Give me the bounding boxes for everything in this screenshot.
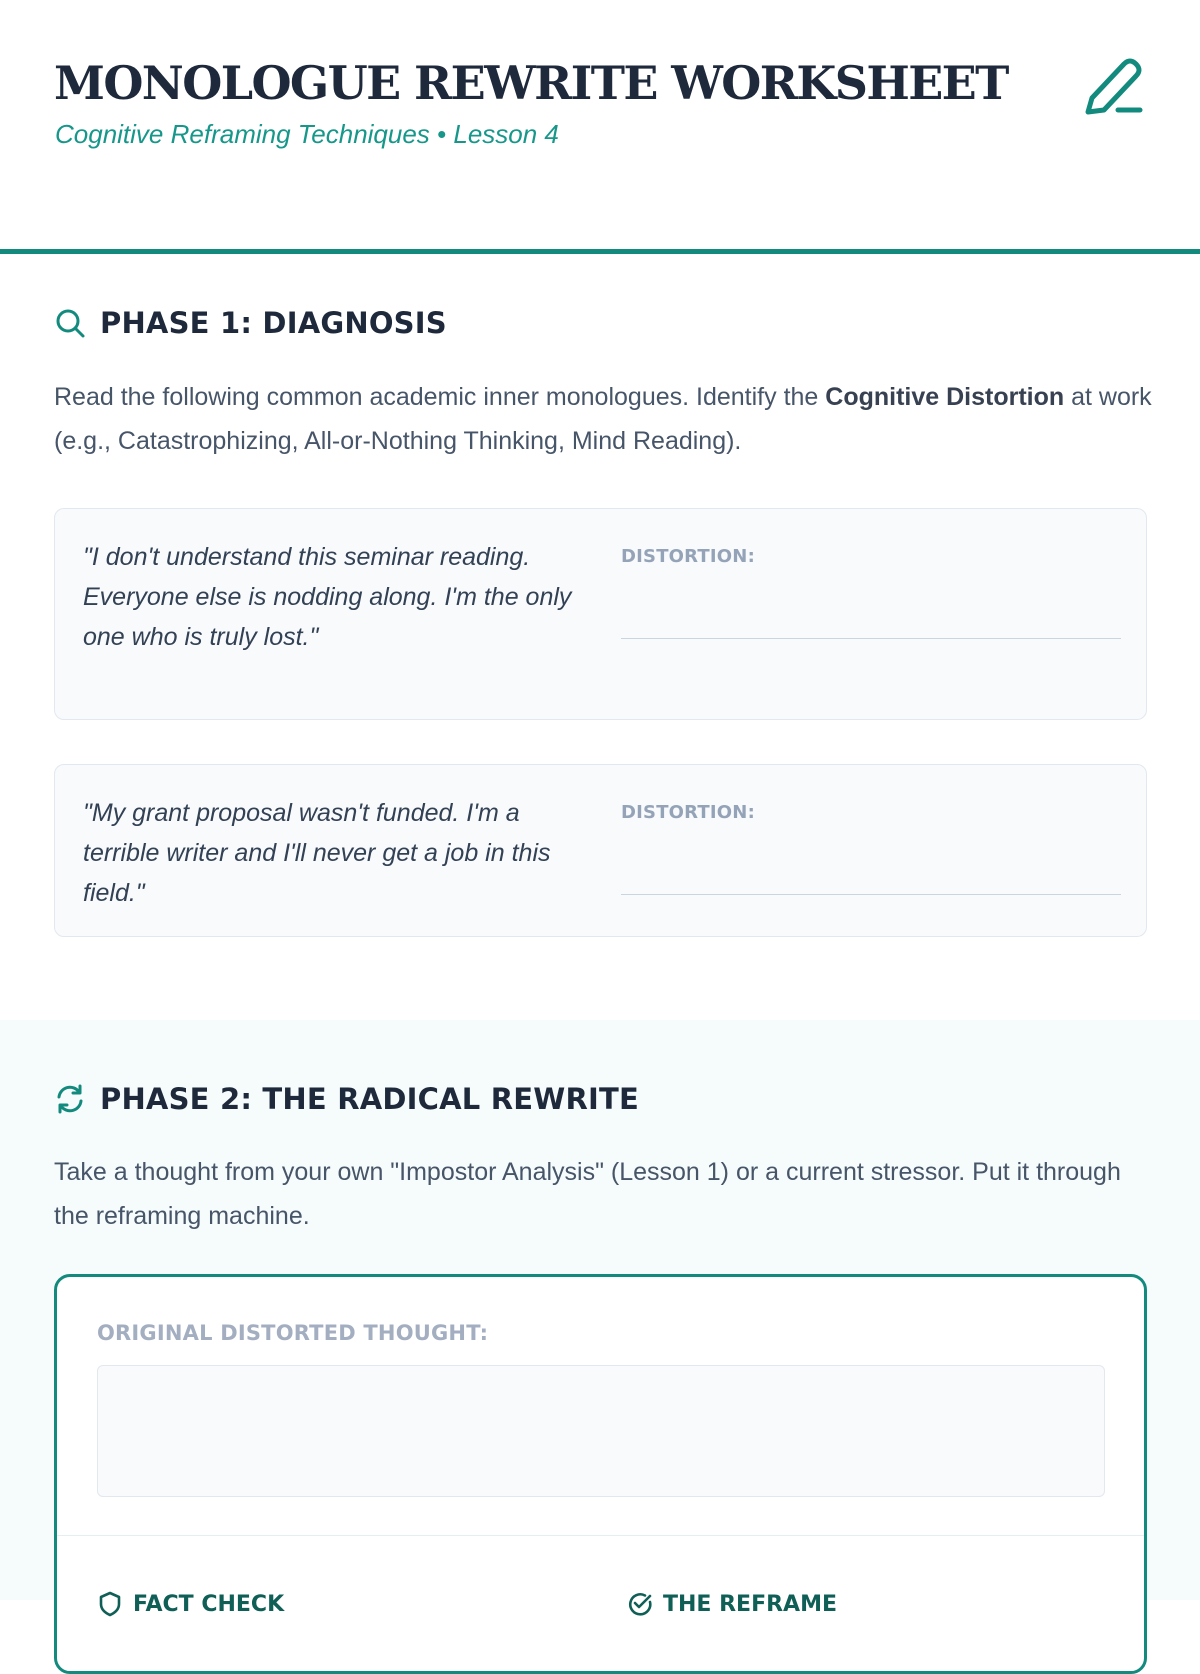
reframe-heading [627,1591,837,1617]
original-thought-label: ORIGINAL DISTORTED THOUGHT: [97,1321,489,1345]
monologue-quote: "My grant proposal wasn't funded. I'm a terrible writer and I'll never get a job in this field." [83,799,551,907]
distortion-label: DISTORTION: [621,802,755,823]
phase-1-section [0,254,1200,1020]
phase-1-instructions: Read the following common academic inner monologues. Identify the Cognitive Distortion at work (e.g., Catastrophizing, All-or-Nothing Thinking, Mind Reading). [54,383,1152,455]
fact-check-title: FACT CHECK [133,1591,285,1617]
monologue-card [54,508,1147,720]
refresh-icon [54,1083,86,1115]
phase-2-section [0,1020,1200,1617]
phase-1-title: PHASE 1: DIAGNOSIS [100,306,447,340]
distortion-answer-line[interactable] [621,894,1121,895]
divider [57,1535,1144,1536]
fact-check-heading [97,1591,284,1617]
phase-2-heading [54,1082,639,1116]
cognitive-distortion-term: Cognitive Distortion [825,383,1065,411]
worksheet-header [0,0,1200,254]
check-circle-icon [627,1591,653,1617]
search-icon [54,307,86,339]
pen-icon [1080,54,1146,120]
reframing-machine [54,1274,1147,1674]
phase-1-heading [54,306,447,340]
reframe-title: THE REFRAME [663,1591,837,1617]
original-thought-input[interactable] [97,1365,1105,1497]
shield-icon [97,1591,123,1617]
monologue-quote: "I don't understand this seminar reading. Everyone else is nodding along. I'm the only one who is truly lost." [83,543,572,651]
page-subtitle: Cognitive Reframing Techniques • Lesson 4 [55,119,559,149]
phase-2-instructions: Take a thought from your own "Impostor Analysis" (Lesson 1) or a current stressor. Put it through the reframing machine. [54,1158,1121,1230]
phase-2-title: PHASE 2: THE RADICAL REWRITE [100,1082,639,1116]
monologue-card [54,764,1147,937]
distortion-answer-line[interactable] [621,638,1121,639]
page-title: MONOLOGUE REWRITE WORKSHEET [54,56,1008,110]
distortion-label: DISTORTION: [621,546,755,567]
